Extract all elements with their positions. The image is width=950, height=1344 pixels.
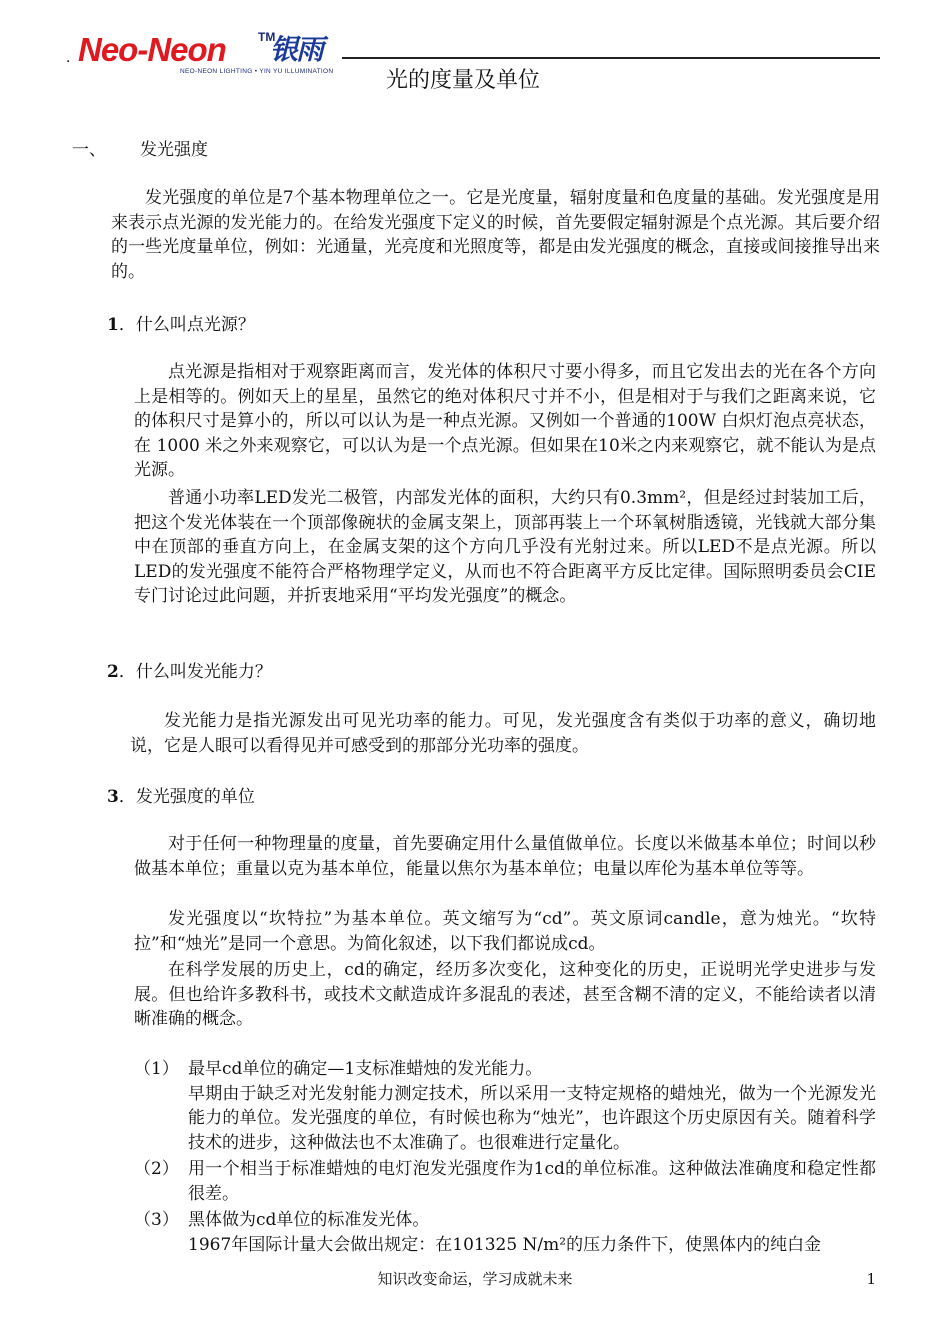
- logo-trademark: TM: [258, 30, 276, 44]
- item-label-2: （2）: [134, 1159, 179, 1179]
- paragraph-point-source: 点光源是指相对于观察距离而言，发光体的体积尺寸要小得多，而且它发出去的光在各个方向上是相等的。例如天上的星星，虽然它的绝对体积尺寸并不小，但是相对于与我们之距离来说，它的体积尺寸是算小的，所以可以认为是一种点光源。又例如一个普通的100W 白炽灯泡点亮状态，在 1000 米之外来观察它，可以认为是一个点光源。但如果在10米之内来观察它，就不能认为是点光源。: [134, 362, 876, 480]
- item-text-1: 最早cd单位的确定—1支标准蜡烛的发光能力。 早期由于缺乏对光发射能力测定技术，所以采用一支特定规格的蜡烛光，做为一个光源发光能力的单位。发光强度的单位，有时候也称为“烛光”，也许跟这个历史原因有关。随着科学技术的进步，这种做法也不太准确了。也很难进行定量化。: [188, 1059, 876, 1153]
- subsection-number-3: 3: [107, 787, 119, 807]
- section-title: 发光强度: [140, 140, 208, 160]
- paragraph-candela-history: 在科学发展的历史上，cd的确定，经历多次变化，这种变化的历史，正说明光学史进步与发展。但也给许多教科书，或技术文献造成许多混乱的表述，甚至含糊不清的定义，不能给读者以清晰准确的概念。: [134, 960, 876, 1029]
- paragraph-luminous-ability: 发光能力是指光源发出可见光功率的能力。可见，发光强度含有类似于功率的意义，确切地说，它是人眼可以看得见并可感受到的那部分光功率的强度。: [130, 711, 876, 756]
- page-number: 1: [866, 1270, 876, 1288]
- item-text-2: 用一个相当于标准蜡烛的电灯泡发光强度作为1cd的单位标准。这种做法准确度和稳定性都很差。: [188, 1159, 876, 1204]
- logo-tagline: NEO-NEON LIGHTING • YIN YU ILLUMINATION: [180, 68, 334, 75]
- subsection-heading-2: [107, 660, 272, 684]
- subsection-title-3: ．发光强度的单位: [118, 787, 255, 807]
- subsection-title-2: ．什么叫发光能力？: [118, 662, 272, 682]
- document-title: 光的度量及单位: [386, 68, 541, 93]
- subsection-heading-1: [107, 313, 255, 337]
- section-number: 一、: [72, 140, 106, 160]
- item-label-3: （3）: [134, 1210, 179, 1230]
- footer-motto: 知识改变命运，学习成就未来: [377, 1270, 573, 1288]
- subsection-title-1: ．什么叫点光源？: [118, 315, 255, 335]
- item-text-3: 黑体做为cd单位的标准发光体。 1967年国际计量大会做出规定：在101325 N/m²的压力条件下，使黑体内的纯白金: [188, 1210, 822, 1255]
- subsection-number-1: 1: [107, 315, 119, 335]
- paragraph-measurement-units: 对于任何一种物理量的度量，首先要确定用什么量值做单位。长度以米做基本单位；时间以秒做基本单位；重量以克为基本单位，能量以焦尔为基本单位；电量以库伦为基本单位等等。: [134, 834, 876, 879]
- subsection-heading-3: [107, 785, 255, 809]
- paragraph-led: 普通小功率LED发光二极管，内部发光体的面积，大约只有0.3mm²，但是经过封装加工后，把这个发光体装在一个顶部像碗状的金属支架上，顶部再装上一个环氧树脂透镜，光钱就大部分集中在顶部的垂直方向上，在金属支架的这个方向几乎没有光射过来。所以LED不是点光源。所以LED的发光强度不能符合严格物理学定义，从而也不符合距离平方反比定律。国际照明委员会CIE专门讨论过此问题，并折衷地采用“平均发光强度”的概念。: [134, 488, 876, 606]
- logo-chinese-text: 银雨: [270, 33, 323, 66]
- header-rule: [342, 57, 880, 59]
- company-logo: [78, 30, 338, 80]
- paragraph-candela-name: 发光强度以“坎特拉”为基本单位。英文缩写为“cd”。英文原词candle，意为烛光。“坎特拉”和“烛光”是同一个意思。为简化叙述，以下我们都说成cd。: [134, 909, 876, 954]
- header-dot: ·: [66, 54, 71, 70]
- subsection-number-2: 2: [107, 662, 119, 682]
- item-label-1: （1）: [134, 1059, 179, 1079]
- logo-latin-text: Neo-Neon: [78, 31, 226, 68]
- intro-paragraph: 发光强度的单位是7个基本物理单位之一。它是光度量，辐射度量和色度量的基础。发光强度是用来表示点光源的发光能力的。在给发光强度下定义的时候，首先要假定辐射源是个点光源。其后要介绍的一些光度量单位，例如：光通量，光亮度和光照度等，都是由发光强度的概念，直接或间接推导出来的。: [111, 188, 880, 282]
